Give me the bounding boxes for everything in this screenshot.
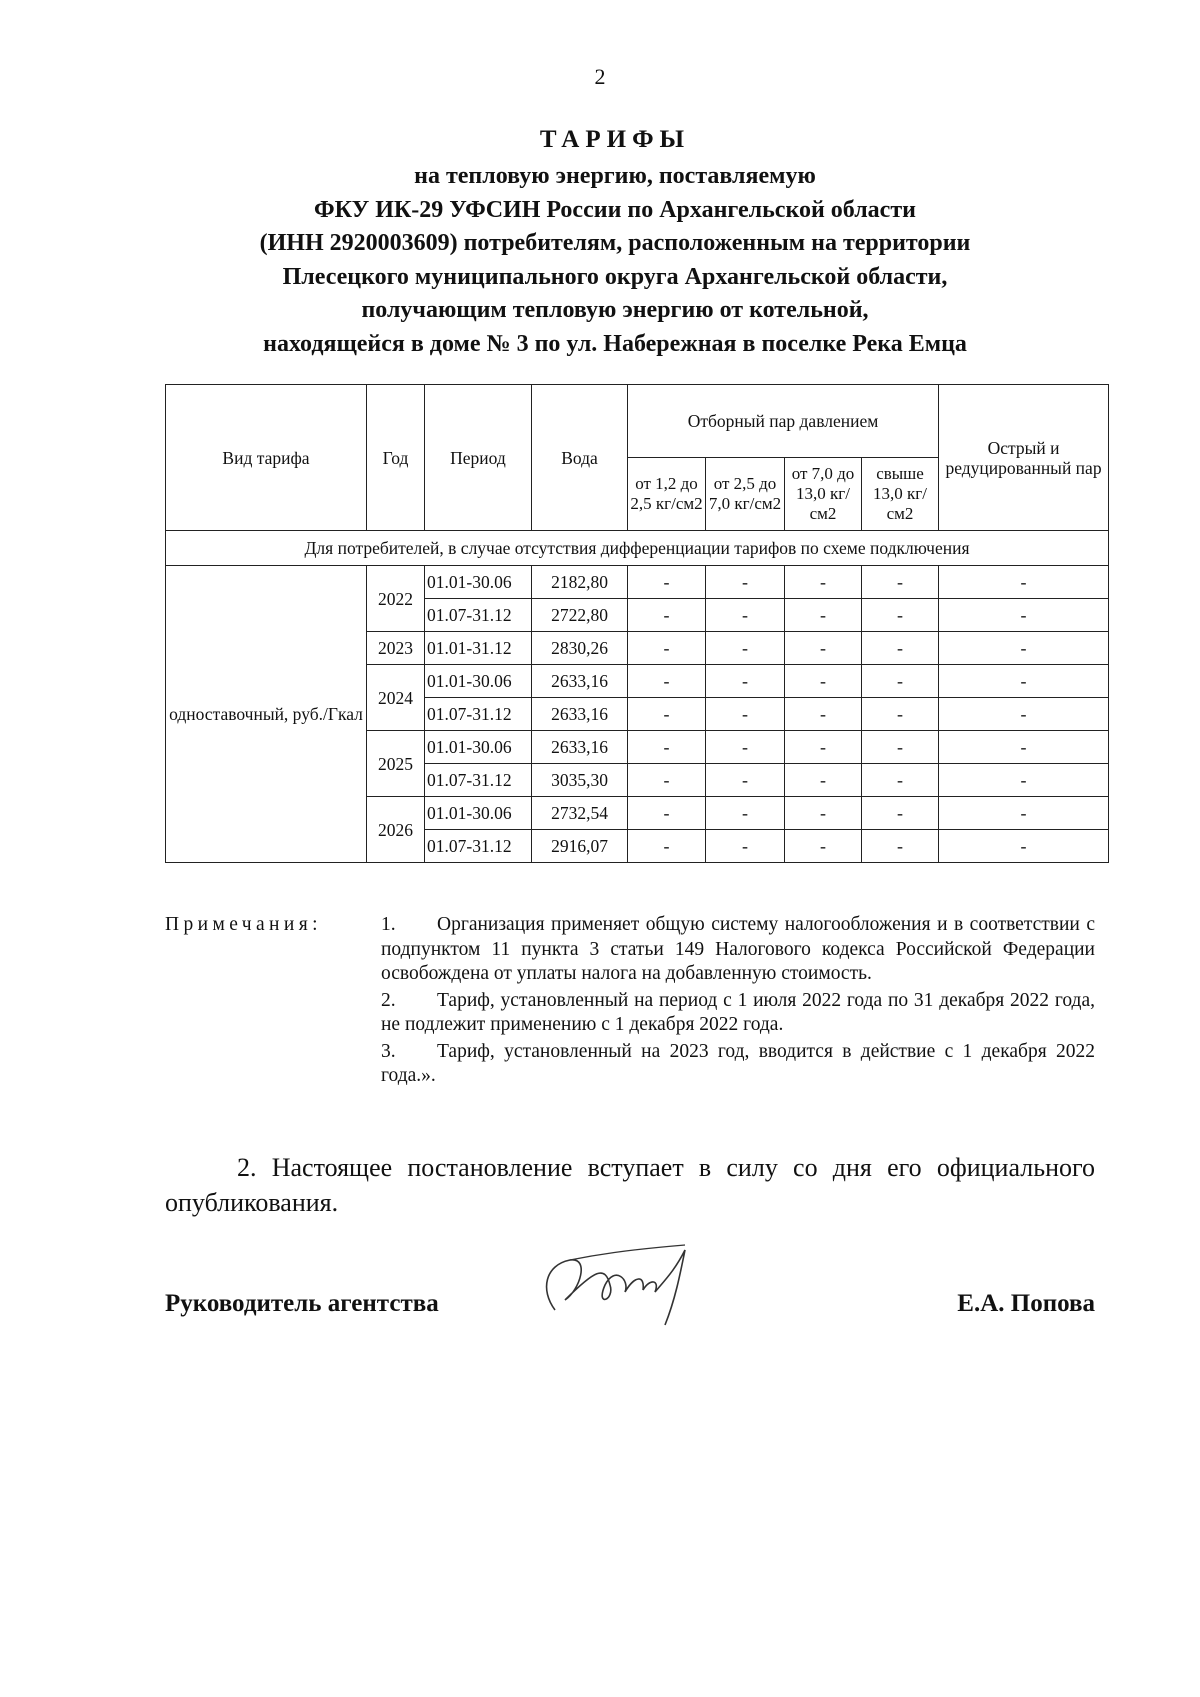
title-line: на тепловую энергию, поставляемую: [414, 163, 816, 189]
empty-cell: -: [785, 830, 862, 863]
signatory-name: Е.А. Попова: [957, 1290, 1095, 1317]
empty-cell: -: [628, 698, 706, 731]
signature-icon: [535, 1230, 705, 1330]
empty-cell: -: [706, 599, 785, 632]
empty-cell: -: [706, 566, 785, 599]
header-voda: Вода: [532, 385, 628, 531]
title-line: получающим тепловую энергию от котельной,: [361, 297, 869, 323]
empty-cell: -: [785, 731, 862, 764]
header-god: Год: [367, 385, 425, 531]
empty-cell: -: [628, 566, 706, 599]
empty-cell: -: [706, 731, 785, 764]
empty-cell: -: [862, 731, 939, 764]
notes-label: Примечания:: [165, 914, 322, 935]
title-line: (ИНН 2920003609) потребителям, расположенным на территории: [259, 230, 971, 256]
period-cell: 01.07-31.12: [425, 764, 532, 797]
water-cell: 2182,80: [532, 566, 628, 599]
water-cell: 3035,30: [532, 764, 628, 797]
empty-cell: -: [706, 764, 785, 797]
empty-cell: -: [628, 797, 706, 830]
empty-cell: -: [862, 566, 939, 599]
page-number: 2: [594, 64, 606, 89]
signature-block: [165, 1270, 1095, 1350]
note-item: 3. Тариф, установленный на 2023 год, вводится в действие с 1 декабря 2022 года.».: [381, 1040, 1095, 1086]
empty-cell: -: [862, 599, 939, 632]
tariff-table: [165, 384, 1109, 863]
year-cell: 2022: [367, 566, 425, 632]
empty-cell: -: [628, 830, 706, 863]
empty-cell: -: [628, 731, 706, 764]
empty-cell: -: [785, 599, 862, 632]
year-cell: 2025: [367, 731, 425, 797]
empty-cell: -: [862, 797, 939, 830]
empty-cell: -: [628, 764, 706, 797]
year-cell: 2024: [367, 665, 425, 731]
empty-cell: -: [939, 698, 1109, 731]
notes-body: [381, 913, 1095, 1091]
period-cell: 01.01-30.06: [425, 665, 532, 698]
empty-cell: -: [939, 764, 1109, 797]
empty-cell: -: [706, 632, 785, 665]
tariff-type: одноставочный, руб./Гкал: [166, 566, 367, 863]
period-cell: 01.01-30.06: [425, 731, 532, 764]
empty-cell: -: [862, 665, 939, 698]
empty-cell: -: [628, 665, 706, 698]
empty-cell: -: [785, 566, 862, 599]
empty-cell: -: [628, 632, 706, 665]
water-cell: 2722,80: [532, 599, 628, 632]
empty-cell: -: [939, 632, 1109, 665]
note-item: 2. Тариф, установленный на период с 1 июля 2022 года по 31 декабря 2022 года, не подлежит применению с 1 декабря 2022 года.: [381, 989, 1095, 1035]
effective-date-paragraph: 2. Настоящее постановление вступает в силу со дня его официального опубликования.: [165, 1153, 1095, 1217]
empty-cell: -: [706, 665, 785, 698]
period-cell: 01.07-31.12: [425, 599, 532, 632]
empty-cell: -: [939, 797, 1109, 830]
title-line: находящейся в доме № 3 по ул. Набережная в поселке Река Емца: [263, 330, 967, 357]
water-cell: 2916,07: [532, 830, 628, 863]
document-title: [150, 126, 1080, 361]
empty-cell: -: [862, 830, 939, 863]
title-line: Плесецкого муниципального округа Архангельской области,: [282, 263, 948, 290]
header-steam-group: Отборный пар давлением: [628, 385, 939, 458]
empty-cell: -: [785, 797, 862, 830]
empty-cell: -: [862, 632, 939, 665]
water-cell: 2633,16: [532, 698, 628, 731]
empty-cell: -: [939, 830, 1109, 863]
year-cell: 2023: [367, 632, 425, 665]
section-label: Для потребителей, в случае отсутствия дифференциации тарифов по схеме подключения: [166, 531, 1109, 566]
empty-cell: -: [785, 632, 862, 665]
header-steam-4: свыше 13,0 кг/см2: [862, 458, 939, 531]
signatory-title: Руководитель агентства: [165, 1290, 439, 1317]
title-main: ТАРИФЫ: [539, 126, 691, 153]
water-cell: 2633,16: [532, 731, 628, 764]
period-cell: 01.07-31.12: [425, 830, 532, 863]
period-cell: 01.07-31.12: [425, 698, 532, 731]
title-line: ФКУ ИК-29 УФСИН России по Архангельской области: [314, 196, 916, 223]
header-vid: Вид тарифа: [166, 385, 367, 531]
period-cell: 01.01-31.12: [425, 632, 532, 665]
empty-cell: -: [785, 665, 862, 698]
empty-cell: -: [862, 764, 939, 797]
empty-cell: -: [939, 599, 1109, 632]
empty-cell: -: [939, 665, 1109, 698]
water-cell: 2830,26: [532, 632, 628, 665]
water-cell: 2633,16: [532, 665, 628, 698]
header-steam-1: от 1,2 до 2,5 кг/см2: [628, 458, 706, 531]
water-cell: 2732,54: [532, 797, 628, 830]
empty-cell: -: [706, 830, 785, 863]
table-row: [166, 566, 1109, 599]
empty-cell: -: [785, 764, 862, 797]
period-cell: 01.01-30.06: [425, 566, 532, 599]
empty-cell: -: [706, 698, 785, 731]
empty-cell: -: [939, 731, 1109, 764]
empty-cell: -: [706, 797, 785, 830]
empty-cell: -: [862, 698, 939, 731]
header-sharp-steam: Острый и редуцированный пар: [939, 385, 1109, 531]
header-steam-3: от 7,0 до 13,0 кг/см2: [785, 458, 862, 531]
header-steam-2: от 2,5 до 7,0 кг/см2: [706, 458, 785, 531]
empty-cell: -: [785, 698, 862, 731]
note-item: 1. Организация применяет общую систему налогообложения и в соответствии с подпунктом 11 пункта 3 статьи 149 Налогового кодекса Российской Федерации освобождена от уплаты налога на добавленную стоимость.: [381, 914, 1095, 984]
header-period: Период: [425, 385, 532, 531]
empty-cell: -: [628, 599, 706, 632]
period-cell: 01.01-30.06: [425, 797, 532, 830]
year-cell: 2026: [367, 797, 425, 863]
empty-cell: -: [939, 566, 1109, 599]
